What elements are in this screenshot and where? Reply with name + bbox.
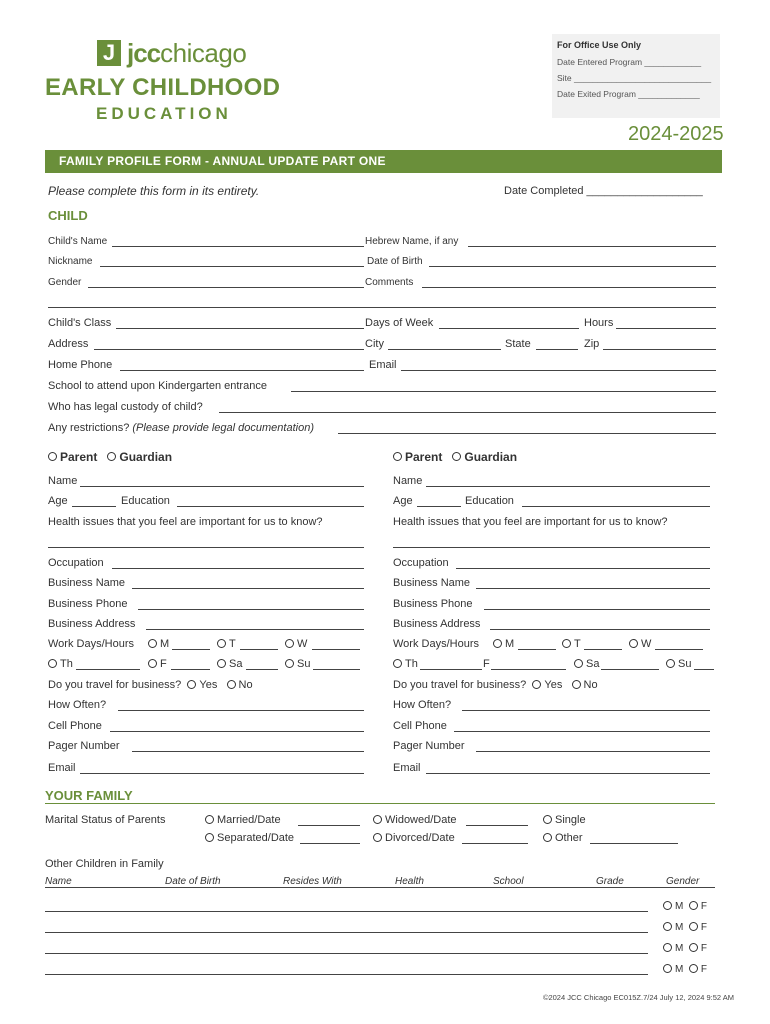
g1-day-t-radio[interactable] [217,639,226,648]
g2-day-su[interactable] [666,658,691,670]
g2-travel-no-radio[interactable] [572,680,581,689]
g2-day-th-radio[interactable] [393,659,402,668]
g1-health-label: Health issues that you feel are important for us to know? [48,516,323,528]
child-row-2-f: F [700,922,708,933]
col-dob: Date of Birth [165,876,221,887]
city-label: City [365,338,384,350]
g1-occupation-label: Occupation [48,557,104,569]
g2-health-field[interactable] [393,547,710,548]
child-row-2-m: M [675,922,684,933]
child-row-1-f: F [700,901,708,912]
married-option[interactable] [205,814,281,826]
g1-day-w[interactable] [285,638,307,650]
g1-day-f-radio[interactable] [148,659,157,668]
comments-field-continued[interactable] [48,307,716,308]
g1-day-sa[interactable] [217,658,242,670]
state-label: State [505,338,531,350]
child-row-2-gender[interactable] [663,922,707,933]
child-row-3-field[interactable] [45,953,648,954]
g1-day-sa-field[interactable] [246,669,278,670]
dob-label: Date of Birth [367,256,423,267]
hours-field[interactable] [616,328,716,329]
hebrew-name-field[interactable] [468,246,716,247]
g2-business-phone-field[interactable] [484,609,710,610]
g2-day-w[interactable] [629,638,651,650]
g1-day-th-field[interactable] [76,669,140,670]
g1-email-label: Email [48,762,76,774]
col-resides-with: Resides With [283,876,342,887]
home-phone-label: Home Phone [48,359,113,371]
g1-day-sa-label: Sa [229,658,243,670]
g2-travel-yes-label: Yes [544,679,563,691]
g2-travel [393,679,598,691]
g1-day-f-label: F [160,658,167,670]
g2-day-th-field[interactable] [420,669,482,670]
col-gender: Gender [666,876,700,887]
child-row-1-m: M [675,901,684,912]
g1-cell-field[interactable] [110,731,364,732]
g1-day-w-label: W [297,638,308,650]
g1-business-phone-label: Business Phone [48,598,128,610]
g1-business-address-label: Business Address [48,618,136,630]
g2-education-field[interactable] [522,506,710,507]
zip-label: Zip [584,338,600,350]
g1-travel-no-label: No [238,679,253,691]
g1-pager-label: Pager Number [48,740,120,752]
days-of-week-field[interactable] [439,328,579,329]
g2-day-su-label: Su [678,658,692,670]
g1-pager-field[interactable] [132,751,364,752]
g2-day-m-radio[interactable] [493,639,502,648]
g1-day-su[interactable] [285,658,310,670]
g2-day-w-field[interactable] [655,649,703,650]
g2-how-often-field[interactable] [462,710,710,711]
child-row-3-gender[interactable] [663,943,707,954]
dob-field[interactable] [429,266,716,267]
child-row-1-field[interactable] [45,911,648,912]
g1-travel [48,679,253,691]
g1-email-field[interactable] [80,773,364,774]
g1-travel-yes-label: Yes [199,679,218,691]
child-row-1-gender[interactable] [663,901,707,912]
g2-education-label: Education [465,495,514,507]
child-row-2-f-radio[interactable] [689,922,698,931]
separated-label: Separated/Date [217,832,295,844]
child-email-field[interactable] [401,370,716,371]
office-use-title: For Office Use Only [557,40,642,50]
form-title-banner: FAMILY PROFILE FORM - ANNUAL UPDATE PART ONE [45,150,722,173]
hours-label: Hours [584,317,614,329]
program-title: EARLY CHILDHOOD [45,74,281,101]
g2-travel-no-label: No [583,679,598,691]
your-family-divider [45,803,715,804]
g1-day-f[interactable] [148,658,167,670]
other-status-field[interactable] [590,843,678,844]
g1-business-phone-field[interactable] [138,609,364,610]
g2-day-su-field[interactable] [694,669,714,670]
jcc-logo-mark: J [97,40,121,66]
restrictions-label [48,422,314,434]
g2-day-w-radio[interactable] [629,639,638,648]
logo-city: chicago [160,38,247,68]
legal-custody-label: Who has legal custody of child? [48,401,203,413]
footer-copyright: ©2024 JCC Chicago EC015Z.7/24 July 12, 2024 9:52 AM [542,993,734,1002]
children-header-rule [45,887,715,888]
g2-cell-label: Cell Phone [393,720,447,732]
g1-age-field[interactable] [72,506,116,507]
g1-day-m-radio[interactable] [148,639,157,648]
divorced-radio[interactable] [373,833,382,842]
g2-day-m-label: M [505,638,515,650]
g1-travel-no-radio[interactable] [227,680,236,689]
divorced-option[interactable] [373,832,455,844]
parent-label-2: Parent [405,450,443,464]
g2-travel-yes-radio[interactable] [532,680,541,689]
col-health: Health [395,876,424,887]
widowed-option[interactable] [373,814,457,826]
divorced-label: Divorced/Date [385,832,455,844]
child-row-4-gender[interactable] [663,964,707,975]
parent-radio-1[interactable] [48,452,57,461]
child-row-3-f-radio[interactable] [689,943,698,952]
kindergarten-school-label: School to attend upon Kindergarten entrance [48,380,267,392]
guardian1-role [48,450,172,464]
g1-day-su-radio[interactable] [285,659,294,668]
g2-business-name-label: Business Name [393,577,471,589]
g2-day-w-label: W [641,638,652,650]
g1-day-w-field[interactable] [312,649,360,650]
restrictions-field[interactable] [338,433,716,434]
childs-class-label: Child's Class [48,317,112,329]
childs-class-field[interactable] [116,328,364,329]
g2-health-label: Health issues that you feel are important for us to know? [393,516,668,528]
address-label: Address [48,338,89,350]
g2-day-m-field[interactable] [518,649,556,650]
g2-name-label: Name [393,475,423,487]
g1-business-address-field[interactable] [146,629,364,630]
col-school: School [493,876,524,887]
g1-business-name-label: Business Name [48,577,126,589]
g1-how-often-label: How Often? [48,699,107,711]
g2-pager-field[interactable] [476,751,710,752]
g2-day-t-label: T [574,638,581,650]
child-section-heading: CHILD [48,208,88,223]
nickname-label: Nickname [48,256,93,267]
program-subtitle: EDUCATION [96,104,232,123]
g1-how-often-field[interactable] [118,710,364,711]
comments-field[interactable] [422,287,716,288]
child-row-4-m-radio[interactable] [663,964,672,973]
zip-field[interactable] [603,349,716,350]
g1-health-field[interactable] [48,547,364,548]
g1-education-field[interactable] [177,506,364,507]
g1-day-su-field[interactable] [313,669,360,670]
parent-radio-2[interactable] [393,452,402,461]
separated-radio[interactable] [205,833,214,842]
g2-business-name-field[interactable] [476,588,710,589]
legal-custody-field[interactable] [219,412,716,413]
address-field[interactable] [94,349,364,350]
child-email-label: Email [369,359,397,371]
child-row-3-m: M [675,943,684,954]
g2-occupation-label: Occupation [393,557,449,569]
child-row-1-m-radio[interactable] [663,901,672,910]
child-row-3-f: F [700,943,708,954]
g2-day-sa-field[interactable] [601,669,659,670]
guardian-radio-2[interactable] [452,452,461,461]
g1-occupation-field[interactable] [112,568,364,569]
g1-day-su-label: Su [297,658,311,670]
office-date-exited[interactable]: Date Exited Program _____________ [557,89,700,99]
school-year: 2024-2025 [628,123,724,145]
g2-email-label: Email [393,762,421,774]
g2-work-days-label: Work Days/Hours [393,638,479,650]
guardian2-role [393,450,517,464]
g2-how-often-label: How Often? [393,699,452,711]
other-option[interactable] [543,832,583,844]
g1-day-t-field[interactable] [240,649,278,650]
nickname-field[interactable] [100,266,364,267]
instructions: Please complete this form in its entirety. [48,184,260,198]
child-row-3-m-radio[interactable] [663,943,672,952]
comments-label: Comments [365,277,414,288]
other-children-label: Other Children in Family [45,858,164,870]
office-date-entered[interactable]: Date Entered Program ____________ [557,57,702,67]
guardian-label-1: Guardian [119,450,173,464]
g2-cell-field[interactable] [454,731,710,732]
g1-travel-yes-radio[interactable] [187,680,196,689]
childs-name-field[interactable] [112,246,364,247]
single-radio[interactable] [543,815,552,824]
parent-label-1: Parent [60,450,98,464]
g1-day-th-radio[interactable] [48,659,57,668]
g1-day-th-label: Th [60,658,73,670]
married-label: Married/Date [217,814,281,826]
child-row-2-field[interactable] [45,932,648,933]
col-grade: Grade [596,876,624,887]
g1-day-m-label: M [160,638,170,650]
g1-day-f-field[interactable] [171,669,210,670]
g1-name-label: Name [48,475,78,487]
g1-day-th[interactable] [48,658,73,670]
guardian-label-2: Guardian [464,450,518,464]
g2-day-m[interactable] [493,638,514,650]
separated-date-field[interactable] [300,843,360,844]
single-label: Single [555,814,586,826]
child-row-4-f: F [700,964,708,975]
g2-business-address-label: Business Address [393,618,481,630]
g2-business-address-field[interactable] [490,629,710,630]
g1-day-t[interactable] [217,638,236,650]
g1-day-m[interactable] [148,638,169,650]
g2-day-t[interactable] [562,638,581,650]
separated-option[interactable] [205,832,294,844]
state-field[interactable] [536,349,578,350]
g1-business-name-field[interactable] [132,588,364,589]
g1-day-sa-radio[interactable] [217,659,226,668]
g2-travel-label: Do you travel for business? [393,679,527,691]
g2-day-f-label: F [483,658,490,670]
your-family-heading: YOUR FAMILY [45,788,133,803]
widowed-date-field[interactable] [466,825,528,826]
g1-cell-label: Cell Phone [48,720,102,732]
g2-email-field[interactable] [426,773,710,774]
g1-day-w-radio[interactable] [285,639,294,648]
divorced-date-field[interactable] [462,843,528,844]
married-radio[interactable] [205,815,214,824]
gender-label: Gender [48,277,82,288]
gender-field[interactable] [88,287,364,288]
restrictions-text: Any restrictions? [48,422,130,434]
office-site[interactable]: Site _____________________________ [557,73,712,83]
city-field[interactable] [388,349,501,350]
kindergarten-school-field[interactable] [291,391,716,392]
g2-day-sa[interactable] [574,658,599,670]
g1-work-days-label: Work Days/Hours [48,638,134,650]
g2-day-sa-radio[interactable] [574,659,583,668]
g1-travel-label: Do you travel for business? [48,679,182,691]
g2-day-th[interactable] [393,658,418,670]
days-of-week-label: Days of Week [365,317,434,329]
single-option[interactable] [543,814,586,826]
g1-age-label: Age [48,495,68,507]
g2-day-t-field[interactable] [584,649,622,650]
g2-pager-label: Pager Number [393,740,465,752]
child-row-4-field[interactable] [45,974,648,975]
g2-day-th-label: Th [405,658,418,670]
g2-day-f-field[interactable] [491,669,566,670]
child-row-2-m-radio[interactable] [663,922,672,931]
office-use-box [552,34,720,118]
marital-status-label: Marital Status of Parents [45,814,166,826]
child-row-4-f-radio[interactable] [689,964,698,973]
guardian-radio-1[interactable] [107,452,116,461]
logo-jcc: jcc [127,38,161,68]
g1-day-m-field[interactable] [172,649,210,650]
home-phone-field[interactable] [120,370,364,371]
col-name: Name [45,876,72,887]
g2-day-sa-label: Sa [586,658,600,670]
hebrew-name-label: Hebrew Name, if any [365,236,459,247]
date-completed-field[interactable]: Date Completed ___________________ [504,185,703,197]
child-row-4-m: M [675,964,684,975]
g2-name-field[interactable] [426,486,710,487]
g2-age-label: Age [393,495,413,507]
g1-education-label: Education [121,495,170,507]
restrictions-note: (Please provide legal documentation) [132,422,314,434]
g2-age-field[interactable] [417,506,461,507]
married-date-field[interactable] [298,825,360,826]
jcc-logo-wordmark [127,38,246,69]
child-row-1-f-radio[interactable] [689,901,698,910]
g2-day-t-radio[interactable] [562,639,571,648]
g2-business-phone-label: Business Phone [393,598,473,610]
other-label: Other [555,832,583,844]
widowed-radio[interactable] [373,815,382,824]
g1-day-t-label: T [229,638,236,650]
g2-occupation-field[interactable] [456,568,710,569]
widowed-label: Widowed/Date [385,814,457,826]
g2-day-f[interactable] [483,658,490,670]
g2-day-su-radio[interactable] [666,659,675,668]
childs-name-label: Child's Name [48,236,108,247]
other-radio[interactable] [543,833,552,842]
g1-name-field[interactable] [80,486,364,487]
